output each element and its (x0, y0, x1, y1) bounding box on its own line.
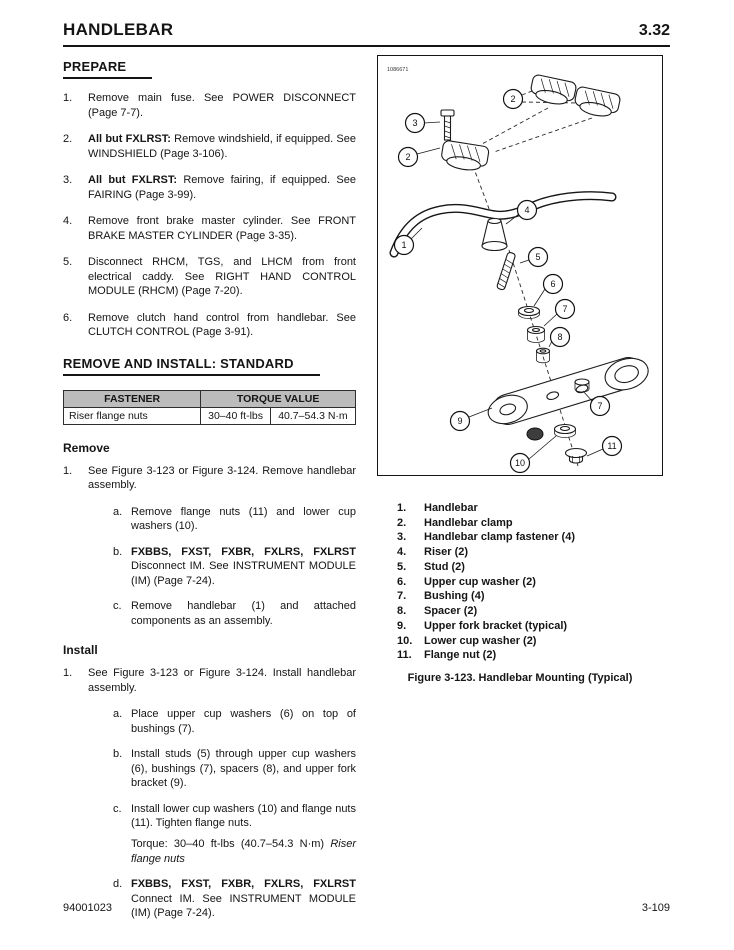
torque-spec: Torque: 30–40 ft-lbs (40.7–54.3 N·m) Riser flange nuts (131, 837, 356, 865)
callout-7 (556, 300, 575, 319)
substep-letter: a. (113, 505, 123, 518)
callout-5 (529, 248, 548, 267)
legend-item: 3. Handlebar clamp fastener (4) (397, 531, 575, 544)
substep-text: Install studs (5) through upper cup washers (6), bushings (7), spacers (8), and upper fork bracket (9). (131, 748, 356, 790)
step-text: Remove clutch hand control from handlebar. See CLUTCH CONTROL (Page 3-91). (88, 311, 356, 339)
step-number: 1. (63, 464, 73, 477)
legend-item: 11. Flange nut (2) (397, 649, 497, 662)
prepare-step-3 (63, 173, 356, 202)
svg-text:3: 3 (412, 118, 418, 129)
step-text: All but FXLRST: Remove fairing, if equipped. See FAIRING (Page 3-99). (88, 174, 357, 201)
table-header-fastener: FASTENER (64, 390, 201, 407)
spacer-drawing (537, 348, 550, 363)
clamp-fastener-drawing (441, 110, 454, 140)
handlebar-mounting-diagram (378, 56, 662, 475)
substep-letter: d. (113, 878, 123, 891)
callout-4 (518, 201, 537, 220)
svg-text:4: 4 (524, 205, 530, 216)
step-number: 6. (63, 311, 73, 324)
install-substep-b (113, 747, 356, 791)
substep-text: Remove handlebar (1) and attached components as an assembly. (131, 600, 356, 627)
step-number: 1. (63, 92, 73, 104)
substep-text: Remove flange nuts (11) and lower cup washers (10). (131, 505, 356, 533)
install-substep-a (113, 707, 356, 736)
handlebar-clamp-drawing (573, 86, 621, 120)
step-text: Remove main fuse. See POWER DISCONNECT (Page 7-7). (88, 92, 356, 119)
callout-2 (504, 90, 523, 109)
callout-1 (395, 236, 414, 255)
lower-cup-washer-drawing (555, 425, 576, 438)
text-column (63, 55, 356, 921)
remove-subheading: Remove (63, 440, 110, 455)
handlebar-clamp-drawing (440, 140, 490, 173)
figure-part-number: 1086671 (387, 67, 409, 73)
callout-8 (551, 328, 570, 347)
prepare-step-1 (63, 91, 356, 120)
legend-item: 5. Stud (2) (397, 560, 465, 573)
upper-cup-washer-drawing (519, 307, 540, 319)
svg-text:2: 2 (405, 152, 411, 163)
install-substep-d (113, 877, 356, 921)
remove-substep-b (113, 545, 356, 589)
install-substep-c (113, 802, 356, 866)
prepare-step-5 (63, 255, 356, 299)
substep-letter: b. (113, 545, 123, 558)
document-number: 94001023 (63, 902, 112, 914)
install-step-1 (63, 666, 356, 695)
callout-10 (511, 454, 530, 473)
stud-drawing (496, 252, 515, 291)
figure-legend (397, 501, 663, 663)
prepare-heading: PREPARE (63, 59, 152, 79)
table-row (64, 407, 356, 424)
substep-text: Place upper cup washers (6) on top of bushings (7). (131, 708, 356, 735)
step-number: 3. (63, 174, 73, 187)
svg-text:8: 8 (557, 332, 563, 343)
remove-step-1 (63, 464, 356, 493)
figure-column (377, 55, 663, 921)
svg-text:10: 10 (514, 458, 526, 469)
callout-2 (399, 148, 418, 167)
figure-3-123 (377, 55, 663, 476)
step-text: Disconnect RHCM, TGS, and LHCM from front electrical caddy. See RIGHT HAND CONTROL MODULE (RHCM) (Page 7-20). (88, 256, 356, 298)
svg-text:11: 11 (607, 441, 617, 452)
substep-text: Install lower cup washers (10) and flange nuts (11). Tighten flange nuts. Torque: 30–40 ft-lbs (40.7–54.3 N·m) Riser flange nuts (131, 802, 356, 865)
torque-nm-cell: 40.7–54.3 N·m (270, 407, 355, 424)
substep-letter: c. (113, 802, 122, 815)
svg-text:9: 9 (457, 416, 463, 427)
page-footer (63, 902, 670, 914)
step-text: See Figure 3-123 or Figure 3-124. Remove handlebar assembly. (88, 464, 356, 492)
step-text: All but FXLRST: Remove windshield, if equipped. See WINDSHIELD (Page 3-106). (88, 133, 356, 160)
prepare-step-4 (63, 214, 356, 243)
step-number: 1. (63, 667, 73, 680)
step-text: See Figure 3-123 or Figure 3-124. Install handlebar assembly. (88, 667, 356, 694)
steering-stem-drawing (527, 428, 543, 440)
flange-nut-drawing (566, 449, 587, 464)
svg-text:7: 7 (597, 401, 603, 412)
substep-text: FXBBS, FXST, FXBR, FXLRS, FXLRST Connect IM. See INSTRUMENT MODULE (IM) (Page 7-24). (131, 878, 356, 920)
remove-substep-a (113, 505, 356, 534)
step-number: 4. (63, 215, 73, 228)
upper-fork-bracket-drawing (484, 352, 652, 430)
step-number: 2. (63, 133, 73, 146)
legend-item: 10. Lower cup washer (2) (397, 634, 537, 647)
legend-item: 6. Upper cup washer (2) (397, 575, 536, 588)
page-number: 3-109 (641, 902, 670, 914)
step-number: 5. (63, 256, 73, 269)
callout-9 (451, 412, 470, 431)
svg-text:6: 6 (550, 279, 556, 290)
riser-drawing (482, 219, 507, 251)
svg-text:5: 5 (535, 252, 541, 263)
figure-caption: Figure 3-123. Handlebar Mounting (Typical) (407, 672, 633, 685)
torque-ftlbs-cell: 30–40 ft-lbs (201, 407, 271, 424)
legend-item: 7. Bushing (4) (397, 590, 485, 603)
svg-text:7: 7 (562, 304, 568, 315)
substep-letter: b. (113, 748, 123, 761)
table-header-torque-value: TORQUE VALUE (201, 390, 356, 407)
fastener-torque-table (63, 390, 356, 425)
callout-6 (544, 275, 563, 294)
prepare-step-2 (63, 132, 356, 161)
page-header (63, 20, 670, 47)
prepare-step-6 (63, 311, 356, 340)
legend-item: 4. Riser (2) (397, 546, 469, 559)
remove-install-heading: REMOVE AND INSTALL: STANDARD (63, 356, 320, 376)
legend-item: 9. Upper fork bracket (typical) (397, 619, 568, 632)
install-subheading: Install (63, 643, 98, 658)
remove-substep-c (113, 599, 356, 628)
svg-text:2: 2 (510, 94, 516, 105)
callout-7 (591, 397, 610, 416)
step-text: Remove front brake master cylinder. See FRONT BRAKE MASTER CYLINDER (Page 3-35). (88, 215, 356, 242)
legend-item: 1. Handlebar (397, 502, 478, 514)
bushing-drawing (528, 327, 545, 343)
legend-item: 2. Handlebar clamp (397, 516, 513, 529)
substep-text: FXBBS, FXST, FXBR, FXLRS, FXLRST Disconnect IM. See INSTRUMENT MODULE (IM) (Page 7-24). (131, 545, 356, 587)
callout-3 (406, 114, 425, 133)
callout-11 (603, 437, 622, 456)
legend-item: 8. Spacer (2) (397, 605, 478, 618)
page-body (63, 55, 734, 921)
section-number: 3.32 (638, 22, 670, 39)
page-title: HANDLEBAR (63, 20, 174, 39)
substep-letter: a. (113, 708, 123, 721)
svg-text:1: 1 (401, 240, 407, 251)
substep-letter: c. (113, 600, 122, 613)
fastener-cell: Riser flange nuts (64, 407, 201, 424)
